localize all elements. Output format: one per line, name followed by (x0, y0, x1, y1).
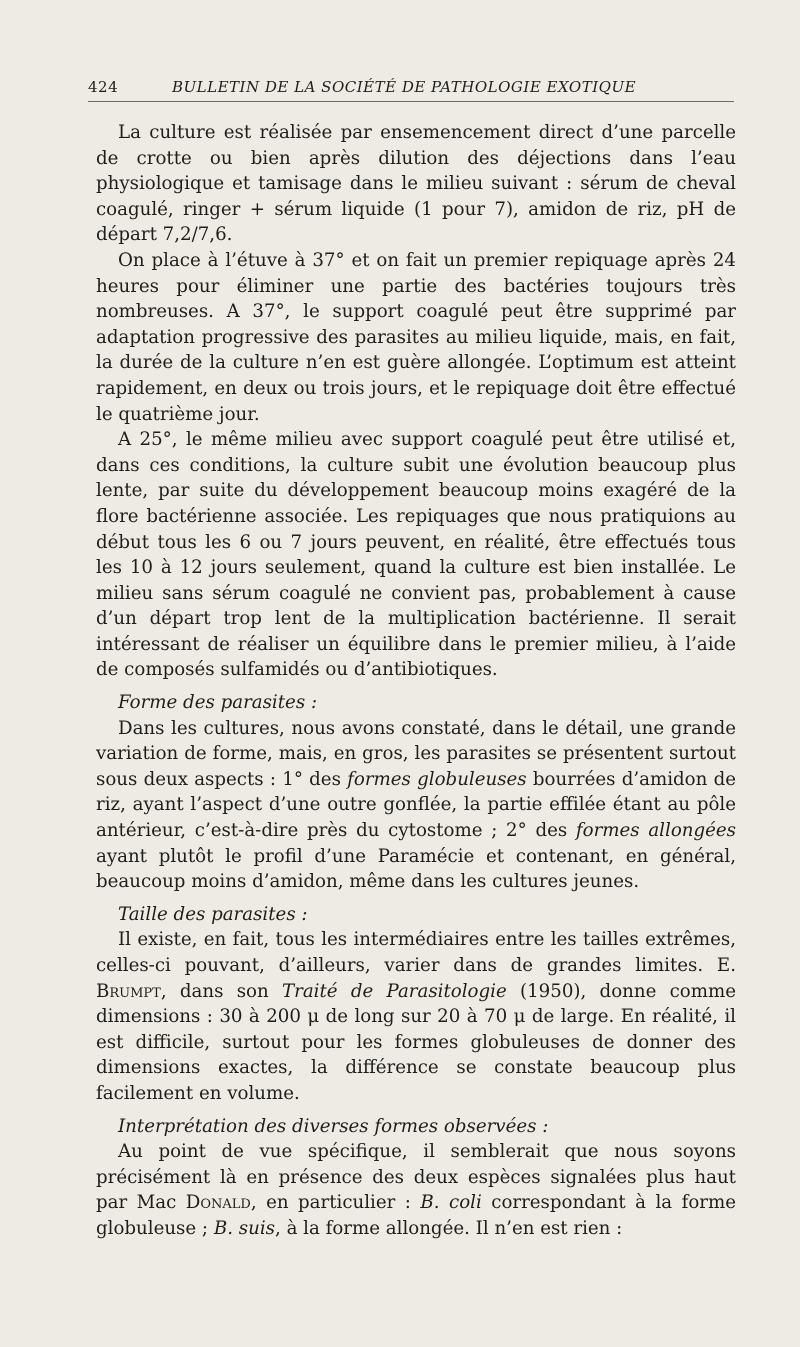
text-run: , à la forme allongée. Il n’en est rien : (275, 1217, 623, 1239)
species-b-suis: B. suis (213, 1217, 275, 1239)
text-run: , en particulier : (250, 1192, 421, 1214)
text-run: correspondant à la forme globuleuse ; (96, 1192, 736, 1239)
emphasis-formes-globuleuses: formes globuleuses (347, 768, 527, 790)
section-heading-taille: Taille des parasites : (118, 903, 308, 925)
emphasis-formes-allongees: formes allongées (575, 820, 736, 842)
book-title: Traité de Parasitologie (282, 980, 507, 1002)
page-number: 424 (88, 78, 119, 96)
section-heading-forme: Forme des parasites : (118, 692, 318, 714)
header-rule (88, 101, 734, 102)
paragraph-culture-25: A 25°, le même milieu avec support coagulé peut être utilisé et, dans ces conditions, la culture subit une évolution beaucoup plus lente, par suite du développement beaucoup moins exagéré de la flore bactérienne associée. Les repiquages que nous pratiquions au début tous les 6 ou 7 jours peuvent, en réalité, être effectués tous les 10 à 12 jours seulement, quand la culture est bien installée. Le milieu sans sérum coagulé ne convient pas, probablement à cause d’un départ trop lent de la multiplication bactérienne. Il serait intéressant de réaliser un équilibre dans le premier milieu, à l’aide de composés sulfamidés ou d’antibiotiques. (96, 429, 736, 681)
paragraph-etuve-37: On place à l’étuve à 37° et on fait un premier repiquage après 24 heures pour éliminer une partie des bactéries toujours très nombreuses. A 37°, le support coagulé peut être supprimé par adaptation progressive des parasites au milieu liquide, mais, en fait, la durée de la culture n’en est guère allongée. L’optimum est atteint rapidement, en deux ou trois jours, et le repiquage doit être effectué le quatrième jour. (96, 249, 736, 425)
species-b-coli: B. coli (420, 1192, 482, 1214)
text-run: Au point de vue spécifique, il semblerait que nous soyons précisément là en présence des deux espèces signalées plus haut par Mac (96, 1141, 736, 1214)
paragraph-interpretation (96, 1139, 736, 1241)
article-body (96, 120, 736, 1242)
paragraph-taille (96, 927, 736, 1106)
author-name-donald: Donald (185, 1192, 251, 1214)
running-title: BULLETIN DE LA SOCIÉTÉ DE PATHOLOGIE EXOTIQUE (172, 78, 637, 96)
text-run: ayant plutôt le profil d’une Paramécie et contenant, en général, beaucoup moins d’amidon, même dans les cultures jeunes. (96, 845, 736, 893)
text-run: Dans les cultures, nous avons constaté, dans le détail, une grande variation de forme, mais, en gros, les parasites se présentent surtout sous deux aspects : 1° des (96, 717, 736, 790)
paragraph-forme (96, 716, 736, 895)
text-run: bourrées d’amidon de riz, ayant l’aspect d’une outre gonflée, la partie effilée étant au pôle antérieur, c’est-à-dire près du cytostome ; 2° des (96, 768, 736, 842)
text-run: , dans son (160, 980, 282, 1002)
paragraph-culture-method: La culture est réalisée par ensemencement direct d’une parcelle de crotte ou bien après dilution des déjections dans l’eau physiologique et tamisage dans le milieu suivant : sérum de cheval coagulé, ringer + sérum liquide (1 pour 7), amidon de riz, pH de départ 7,2/7,6. (96, 122, 736, 246)
text-run: (1950), donne comme dimensions : 30 à 200 μ de long sur 20 à 70 μ de large. En réalité, il est difficile, surtout pour les formes globuleuses de donner des dimensions exactes, la différence se constate beaucoup plus facilement en volume. (96, 980, 737, 1104)
section-heading-interpretation: Interprétation des diverses formes observées : (118, 1115, 549, 1137)
text-run: Il existe, en fait, tous les intermédiaires entre les tailles extrêmes, celles-ci pouvant, d’ailleurs, varier dans de grandes limites. E. (96, 929, 736, 976)
author-name-brumpt: Brumpt (96, 980, 161, 1002)
